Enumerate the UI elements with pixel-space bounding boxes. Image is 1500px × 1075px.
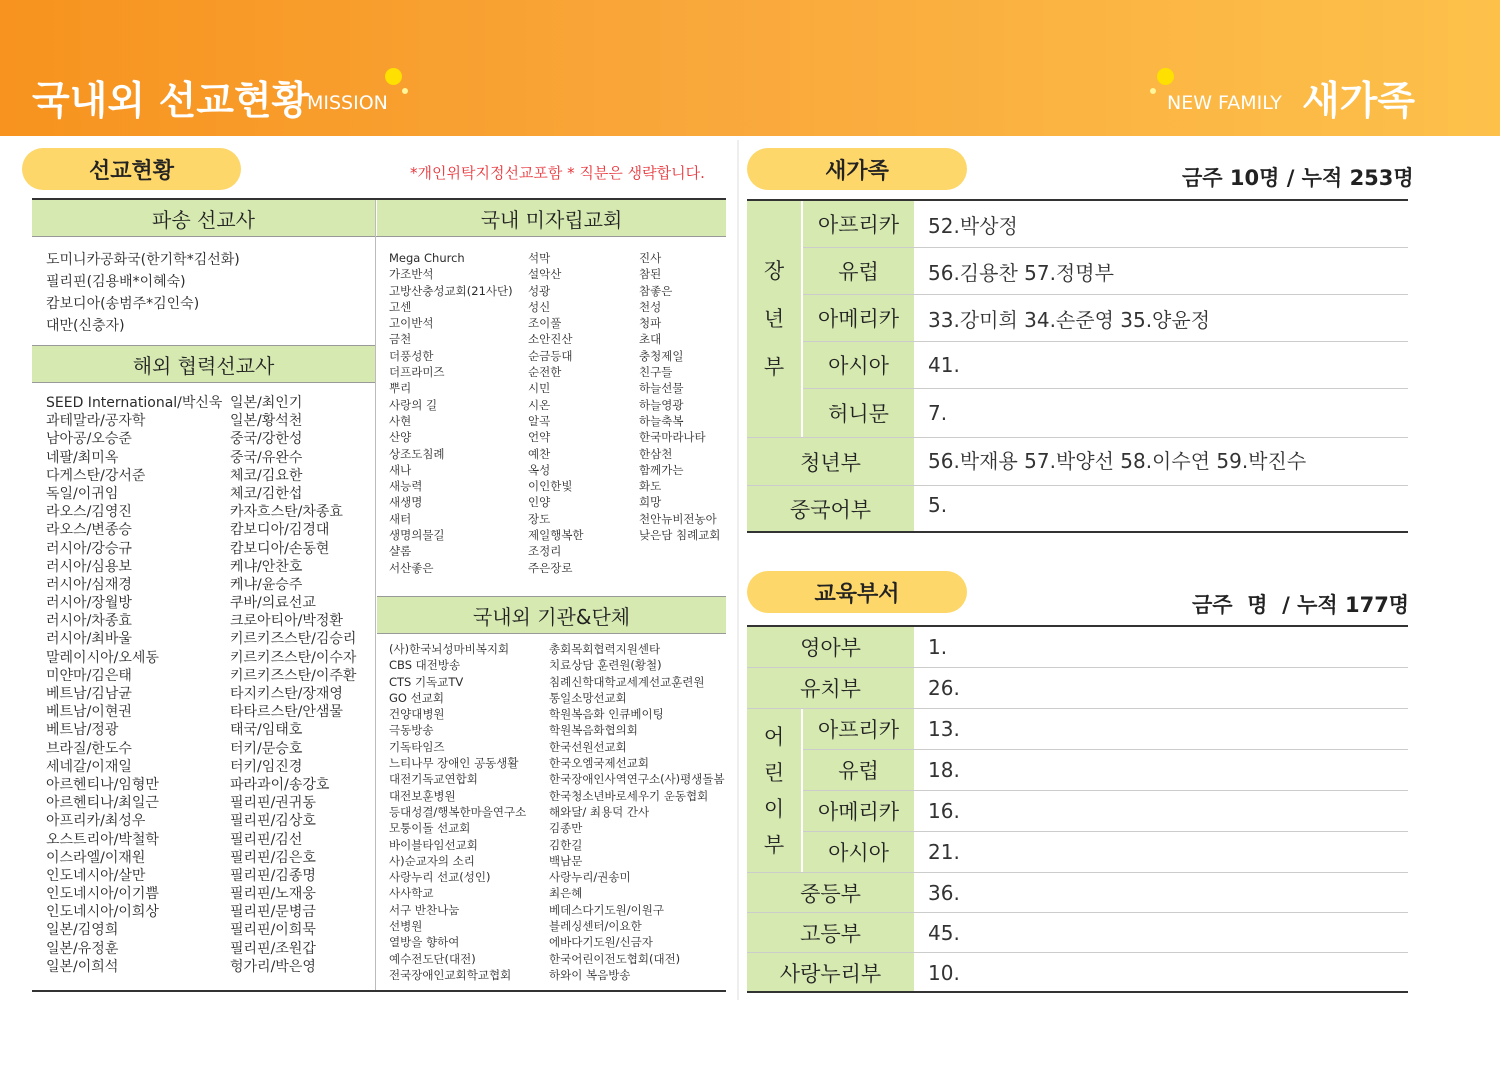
- list-item: 장도: [528, 511, 551, 526]
- list-item: 일본/최인기: [230, 395, 303, 411]
- list-item: 가조반석: [389, 267, 434, 282]
- row-label: 청년부: [747, 438, 914, 485]
- row-value: 56.김용찬 57.정명부: [928, 260, 1114, 285]
- list-item: 케냐/윤승주: [230, 576, 303, 593]
- list-item: 라오스/김영진: [46, 504, 132, 521]
- list-item: 말레이시아/오세동: [46, 649, 159, 666]
- domestic-header: 국내 미자립교회: [377, 200, 726, 236]
- yellow-dot-icon: [385, 68, 402, 85]
- row-value: 41.: [928, 353, 960, 377]
- group-label-youth: 장 년 부: [747, 201, 801, 437]
- list-item: 김한길: [549, 837, 583, 852]
- row-label: 중국어부: [747, 486, 914, 531]
- list-item: 일본/유정훈: [46, 940, 119, 957]
- bottom-rule: [32, 990, 726, 992]
- list-item: 아르헨티나/최일근: [46, 795, 159, 812]
- mission-pill: 선교현황: [22, 148, 241, 190]
- row-value: 16.: [928, 799, 960, 823]
- overseas-col2: [230, 394, 356, 976]
- row-value: 36.: [928, 880, 960, 905]
- page-fold: [737, 140, 739, 1000]
- row-value: 33.강미희 34.손준영 35.양윤정: [928, 307, 1211, 332]
- list-item: 과테말라/공자학: [46, 413, 146, 430]
- list-item: 터키/임진경: [230, 758, 303, 775]
- list-item: 새생명: [389, 495, 423, 510]
- list-item: 사랑의 길: [389, 397, 438, 412]
- list-item: 상조도침례: [389, 446, 445, 461]
- list-item: 러시아/심재경: [46, 576, 132, 593]
- yellow-dot-icon: [1157, 68, 1174, 85]
- newfamily-pill: 새가족: [747, 148, 967, 190]
- list-item: 중국/유완수: [230, 449, 303, 466]
- list-item: 캄보디아(송범주*김인숙): [46, 296, 200, 312]
- small-dot-icon: [402, 88, 408, 94]
- row-label: 아시아: [803, 832, 914, 872]
- row-value: 21.: [928, 840, 960, 864]
- list-item: 오스트리아/박철학: [46, 831, 159, 848]
- row-label: 아메리카: [803, 791, 914, 831]
- list-item: 해와달/ 최용덕 간사: [549, 804, 650, 819]
- list-item: GO 선교회: [389, 690, 444, 705]
- list-item: 침례신학대학교세계선교훈련원: [549, 674, 705, 689]
- row-label: 사랑누리부: [747, 953, 914, 992]
- list-item: 친구들: [639, 365, 673, 380]
- row-label: 유치부: [747, 668, 914, 708]
- education-count: 금주 명 / 누적 177명: [1192, 593, 1410, 617]
- list-item: 극동방송: [389, 723, 434, 738]
- list-item: 세네갈/이재일: [46, 758, 132, 775]
- row-value: 18.: [928, 758, 960, 782]
- header-title-left: 국내외 선교현황: [32, 79, 310, 124]
- list-item: 대전기독교연합회: [389, 772, 478, 787]
- list-item: 한국청소년바로세우기 운동협회: [549, 788, 709, 803]
- list-item: 천안뉴비전농아: [639, 511, 717, 526]
- list-item: 서산좋은: [389, 560, 434, 575]
- list-item: 모퉁이돌 선교회: [389, 821, 471, 836]
- orgs-col1: [389, 641, 526, 983]
- list-item: 조이풀: [528, 316, 562, 331]
- list-item: 치료상담 훈련원(황철): [549, 658, 662, 673]
- list-item: 총회목회협력지원센타: [549, 642, 661, 656]
- list-item: 느티나무 장애인 공동생활: [389, 756, 519, 771]
- row-label: 고등부: [747, 913, 914, 952]
- list-item: 산양: [389, 430, 412, 445]
- list-item: 참된: [639, 267, 662, 282]
- list-item: 케냐/안찬호: [230, 558, 303, 575]
- list-item: 러시아/장월방: [46, 595, 132, 612]
- table-bottom-rule: [747, 991, 1408, 993]
- row-label: 유럽: [803, 750, 914, 790]
- list-item: 체코/김요한: [230, 467, 303, 484]
- row-value: 10.: [928, 960, 960, 985]
- row-label: 아시아: [803, 342, 914, 388]
- list-item: 필리핀/김은호: [230, 849, 316, 866]
- list-item: 키르키즈스탄/김승리: [230, 631, 357, 648]
- list-item: 브라질/한도수: [46, 740, 132, 757]
- list-item: 일본/김영희: [46, 922, 119, 939]
- list-item: 순금등대: [528, 348, 573, 363]
- header-banner: [0, 0, 1500, 136]
- list-item: 진사: [639, 251, 662, 265]
- list-item: 필리핀/노재웅: [230, 886, 316, 903]
- list-item: 김종만: [549, 821, 583, 836]
- list-item: 필리핀/권귀동: [230, 795, 316, 812]
- list-item: 청파: [639, 316, 662, 331]
- list-item: 순전한: [528, 365, 562, 380]
- list-item: 대전보훈병원: [389, 788, 456, 803]
- header-subtitle-right: NEW FAMILY: [1167, 92, 1282, 114]
- list-item: 제일행복한: [528, 528, 584, 543]
- list-item: 언약: [528, 430, 551, 445]
- list-item: 학원복음화 인큐베이팅: [549, 707, 664, 722]
- list-item: 시민: [528, 381, 551, 396]
- list-item: 화도: [639, 479, 662, 494]
- list-item: 최은혜: [549, 886, 583, 901]
- list-item: 필리핀(김용배*이혜숙): [46, 274, 186, 290]
- list-item: 하와이 복음방송: [549, 967, 631, 982]
- row-value: 13.: [928, 717, 960, 741]
- newfamily-count: 금주 10명 / 누적 253명: [1182, 166, 1414, 190]
- list-item: 파라과이/송강호: [230, 776, 330, 793]
- header-title-right: 새가족: [1302, 79, 1416, 124]
- list-item: 충청제일: [639, 348, 684, 363]
- list-item: 캄보디아/김경대: [230, 522, 330, 539]
- list-item: 키르키즈스탄/이주환: [230, 667, 357, 684]
- list-item: 성광: [528, 283, 551, 298]
- list-item: 헝가리/박은영: [230, 958, 316, 975]
- list-item: 희망: [639, 495, 662, 510]
- education-pill: 교육부서: [747, 571, 967, 613]
- domestic-col1: [389, 250, 513, 576]
- dispatch-header: 파송 선교사: [32, 200, 375, 236]
- orgs-header: 국내외 기관&단체: [377, 597, 726, 633]
- dispatch-list: [46, 249, 240, 337]
- list-item: 인도네시아/이기쁨: [46, 886, 159, 903]
- list-item: 네팔/최미옥: [46, 449, 119, 466]
- section-rule: [377, 633, 726, 634]
- list-item: 베트남/김남균: [46, 686, 132, 702]
- list-item: 새능력: [389, 479, 423, 494]
- row-label: 아프리카: [803, 709, 914, 749]
- list-item: 다게스탄/강서준: [46, 467, 146, 484]
- list-item: 일본/이희석: [46, 958, 119, 975]
- list-item: 백남문: [549, 853, 583, 868]
- overseas-header: 해외 협력선교사: [32, 346, 375, 382]
- list-item: 새터: [389, 511, 412, 526]
- list-item: 한국오엠국제선교회: [549, 756, 649, 771]
- list-item: 태국/임태호: [230, 722, 303, 739]
- list-item: 천성: [639, 299, 662, 314]
- list-item: 사사학교: [389, 886, 434, 901]
- list-item: 새나: [389, 462, 412, 477]
- list-item: 아프리카/최성우: [46, 813, 146, 830]
- list-item: 통일소망선교회: [549, 690, 627, 705]
- header-subtitle-left: MISSION: [307, 92, 388, 114]
- header-rule: [32, 236, 726, 237]
- list-item: 이스라엘/이재원: [46, 849, 146, 866]
- list-item: 예찬: [528, 446, 551, 461]
- list-item: 타지키스탄/장재영: [230, 686, 343, 702]
- column-divider: [375, 200, 376, 990]
- list-item: 한국장애인사역연구소(사)평생돌봄: [549, 772, 725, 787]
- list-item: 함께가는: [639, 462, 684, 477]
- list-item: 베트남/정광: [46, 722, 119, 739]
- list-item: 하늘영광: [639, 397, 684, 412]
- list-item: 블레싱센터/이요한: [549, 919, 642, 934]
- list-item: 석막: [528, 251, 551, 265]
- list-item: 알곡: [528, 413, 551, 428]
- overseas-col1: [46, 394, 222, 976]
- list-item: 사랑누리/권송미: [549, 870, 631, 885]
- row-value: 26.: [928, 676, 960, 700]
- list-item: 독일/이귀임: [46, 485, 119, 502]
- list-item: 더풍성한: [389, 348, 434, 363]
- section-rule: [32, 382, 375, 383]
- list-item: 베데스다기도원/이원구: [549, 902, 664, 917]
- list-item: 중국/강한성: [230, 431, 303, 448]
- group-label-children: 어 린 이 부: [747, 709, 801, 872]
- mission-note: *개인위탁지정선교포함 * 직분은 생략합니다.: [410, 164, 705, 182]
- list-item: 아르헨티나/임형만: [46, 776, 159, 793]
- list-item: 키르키즈스탄/이수자: [230, 649, 357, 666]
- list-item: 열방을 향하여: [389, 935, 460, 950]
- list-item: 한국선원선교회: [549, 739, 627, 754]
- row-value: 1.: [928, 635, 948, 659]
- list-item: 필리핀/이희묵: [230, 922, 316, 939]
- list-item: 고방산충성교회(21사단): [389, 283, 513, 298]
- list-item: 라오스/변종승: [46, 522, 132, 539]
- list-item: 사랑누리 선교(성인): [389, 870, 491, 885]
- list-item: 주은장로: [528, 560, 573, 575]
- list-item: 초대: [639, 332, 662, 347]
- list-item: 러시아/강승규: [46, 540, 132, 557]
- list-item: 서구 반찬나눔: [389, 902, 460, 917]
- list-item: 고센: [389, 299, 412, 314]
- list-item: 베트남/이현권: [46, 704, 132, 721]
- row-label: 유럽: [803, 248, 914, 294]
- list-item: 더프라미즈: [389, 365, 445, 380]
- list-item: 금천: [389, 332, 412, 347]
- table-bottom-rule: [747, 531, 1408, 533]
- list-item: 한국어린이전도협회(대전): [549, 951, 681, 966]
- list-item: 도미니카공화국(한기학*김선화): [46, 252, 240, 268]
- list-item: 등대성결/행복한마을연구소: [389, 804, 527, 819]
- list-item: 선병원: [389, 919, 423, 934]
- list-item: 인도네시아/이희상: [46, 904, 159, 921]
- list-item: CTS 기독교TV: [389, 674, 464, 689]
- row-value: 7.: [928, 401, 948, 425]
- list-item: 참좋은: [639, 283, 673, 298]
- list-item: 터키/문승호: [230, 740, 303, 757]
- list-item: 고이반석: [389, 316, 434, 331]
- list-item: 일본/황석천: [230, 413, 303, 430]
- small-dot-icon: [1150, 88, 1156, 94]
- list-item: 사)순교자의 소리: [389, 853, 475, 868]
- list-item: 건양대병원: [389, 707, 445, 722]
- list-item: 조정리: [528, 544, 562, 559]
- row-value: 5.: [928, 493, 948, 517]
- list-item: 쿠바/의료선교: [230, 595, 316, 612]
- list-item: 러시아/심용보: [46, 558, 132, 575]
- list-item: 미얀마/김은태: [46, 667, 132, 684]
- list-item: 캄보디아/손동현: [230, 540, 330, 557]
- list-item: 에바다기도원/신금자: [549, 935, 653, 950]
- list-item: 하늘축복: [639, 413, 684, 428]
- list-item: 한국마라나타: [639, 430, 706, 445]
- domestic-col2: [528, 250, 584, 576]
- list-item: 바이블타임선교회: [389, 837, 478, 852]
- list-item: 샬롬: [389, 544, 412, 559]
- list-item: SEED International/박신욱: [46, 395, 223, 411]
- list-item: Mega Church: [389, 251, 465, 265]
- orgs-col2: [549, 641, 725, 983]
- list-item: 학원복음화협의회: [549, 723, 638, 738]
- row-value: 45.: [928, 920, 960, 945]
- list-item: 카자흐스탄/차종효: [230, 504, 343, 521]
- list-item: 인도네시아/살만: [46, 867, 146, 884]
- list-item: 뿌리: [389, 381, 412, 396]
- list-item: 성신: [528, 299, 551, 314]
- list-item: 대만(신충자): [46, 318, 125, 334]
- list-item: 체코/김한섭: [230, 485, 303, 502]
- list-item: 하늘선물: [639, 381, 684, 396]
- row-value: 56.박재용 57.박양선 58.이수연 59.박진수: [928, 448, 1307, 473]
- row-label: 중등부: [747, 873, 914, 912]
- list-item: 시온: [528, 397, 551, 412]
- list-item: (사)한국뇌성마비복지회: [389, 642, 510, 656]
- row-label: 허니문: [803, 389, 914, 437]
- row-label: 아메리카: [803, 295, 914, 341]
- list-item: 생명의물길: [389, 528, 445, 543]
- list-item: 이인한빛: [528, 479, 573, 494]
- list-item: 필리핀/조원갑: [230, 940, 316, 957]
- list-item: 전국장애인교회학교협회: [389, 967, 512, 982]
- list-item: 필리핀/문병금: [230, 904, 316, 921]
- list-item: CBS 대전방송: [389, 658, 461, 673]
- list-item: 설악산: [528, 267, 562, 282]
- list-item: 타타르스탄/안샘물: [230, 704, 343, 721]
- list-item: 예수전도단(대전): [389, 951, 476, 966]
- row-value: 52.박상정: [928, 213, 1018, 238]
- list-item: 사현: [389, 413, 412, 428]
- list-item: 크로아티아/박정환: [230, 613, 343, 630]
- list-item: 필리핀/김종명: [230, 867, 316, 884]
- list-item: 소안진산: [528, 332, 573, 347]
- list-item: 러시아/최바울: [46, 631, 132, 648]
- list-item: 한삼천: [639, 446, 673, 461]
- row-label: 아프리카: [803, 201, 914, 247]
- list-item: 인양: [528, 495, 551, 510]
- list-item: 기독타임즈: [389, 739, 445, 754]
- list-item: 옥성: [528, 462, 551, 477]
- list-item: 필리핀/김선: [230, 831, 303, 848]
- list-item: 남아공/오승준: [46, 431, 132, 448]
- list-item: 러시아/차종효: [46, 613, 132, 630]
- list-item: 낮은담 침례교회: [639, 528, 721, 543]
- row-label: 영아부: [747, 627, 914, 667]
- list-item: 필리핀/김상호: [230, 813, 316, 830]
- domestic-col3: [639, 250, 720, 543]
